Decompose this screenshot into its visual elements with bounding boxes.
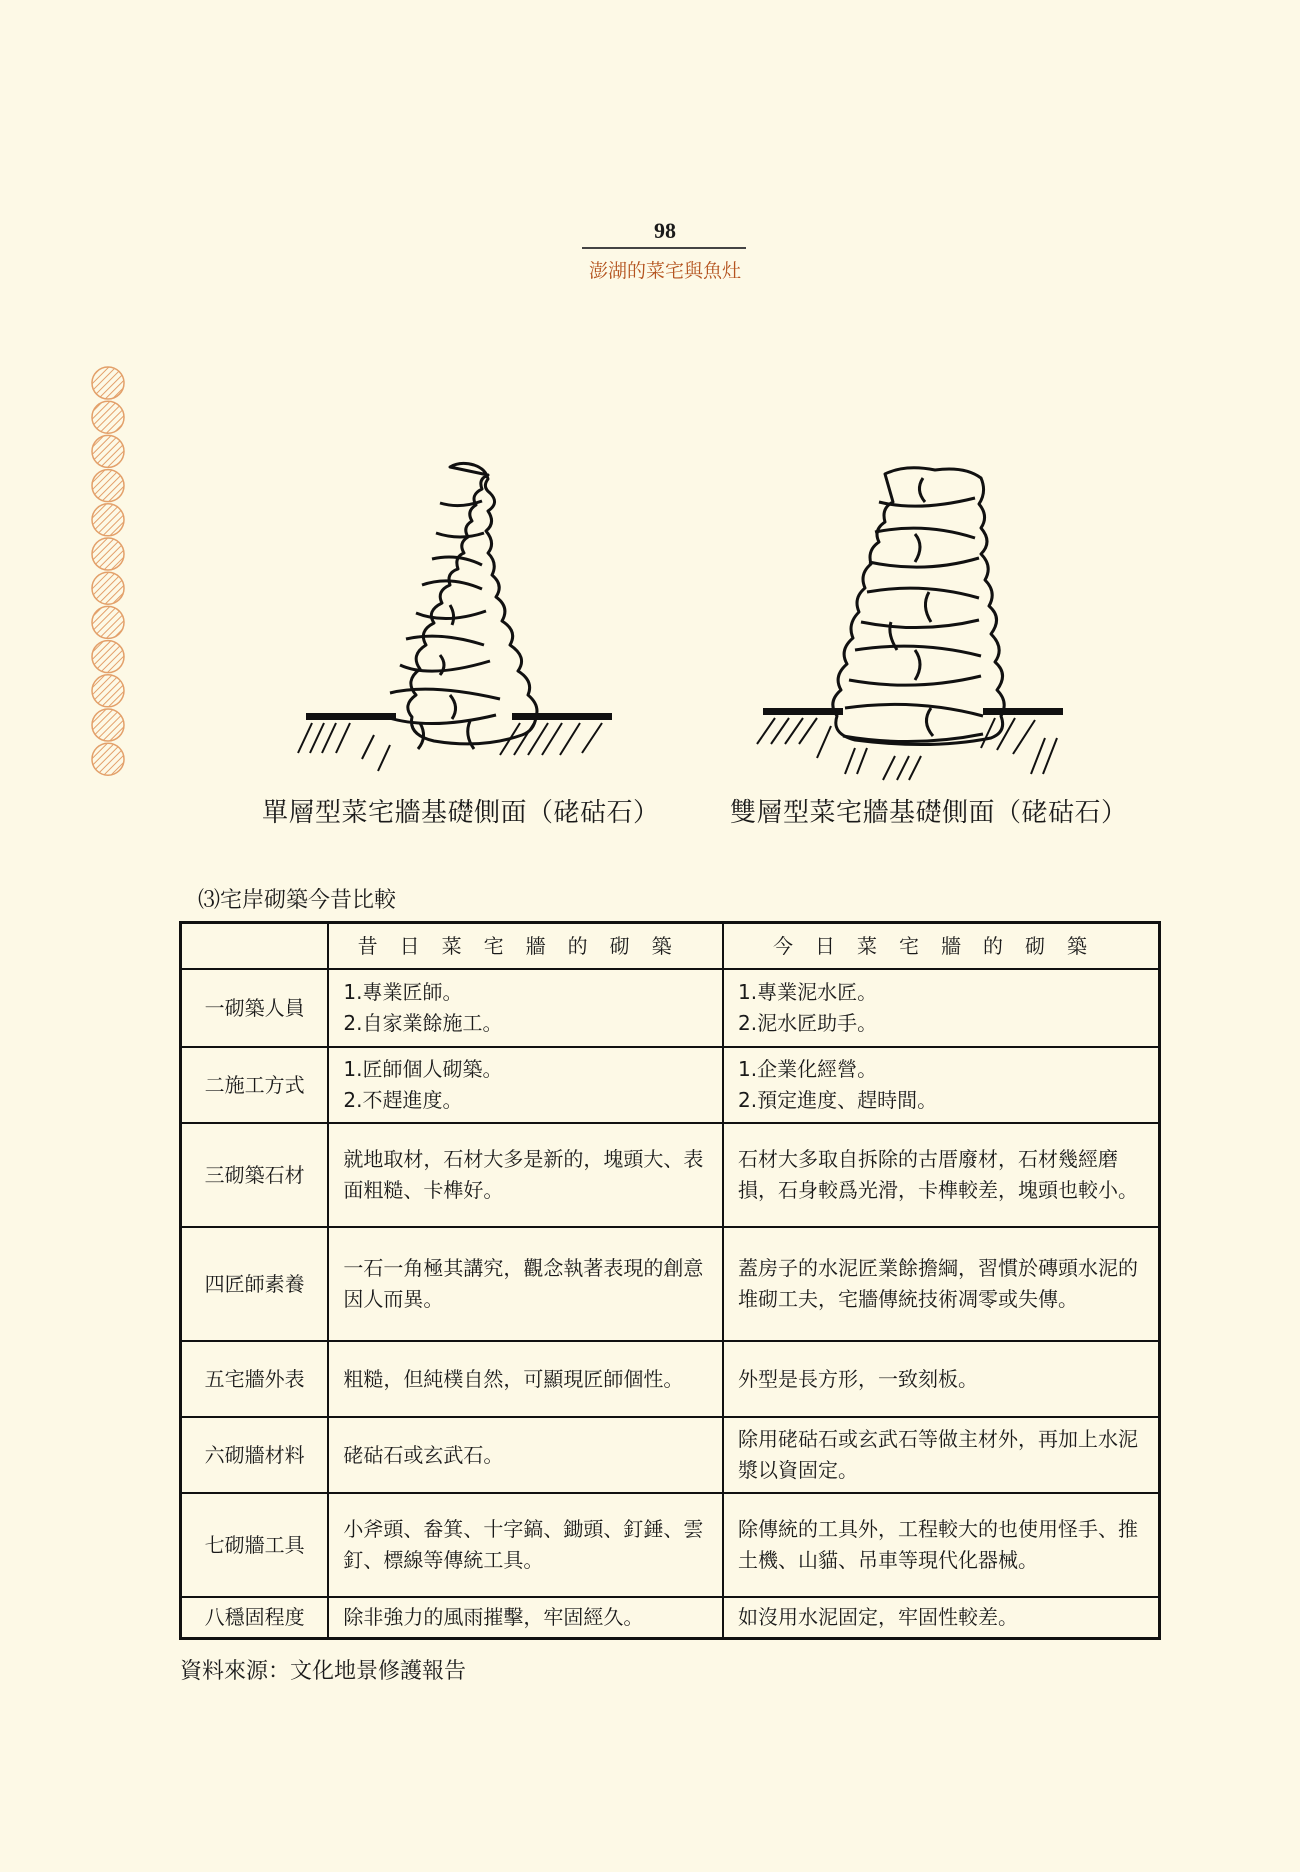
decoration-circle — [92, 709, 124, 741]
past-cell-text: 一石一角極其講究，觀念執著表現的創意因人而異。 — [343, 1256, 704, 1311]
row-label: 三砌築石材 — [181, 1123, 329, 1227]
past-cell-text: 1.專業匠師。 — [343, 980, 463, 1004]
present-cell-text: 2.預定進度、趕時間。 — [738, 1088, 938, 1112]
past-cell — [328, 1341, 723, 1417]
past-cell — [328, 1597, 723, 1639]
row-label: 七砌牆工具 — [181, 1493, 329, 1597]
past-cell — [328, 1123, 723, 1227]
present-cell-text: 除傳統的工具外，工程較大的也使用怪手、推土機、山貓、吊車等現代化器械。 — [738, 1517, 1138, 1572]
past-cell — [328, 1047, 723, 1123]
comparison-table — [179, 921, 1161, 1640]
decoration-circle — [92, 504, 124, 536]
past-cell — [328, 1227, 723, 1341]
section-title: ⑶宅岸砌築今昔比較 — [198, 888, 397, 913]
past-cell — [328, 969, 723, 1047]
table-row — [181, 1227, 1160, 1341]
past-cell-text: 1.匠師個人砌築。 — [343, 1057, 503, 1081]
page-number: 98 — [654, 218, 676, 243]
decoration-circle — [92, 743, 124, 775]
present-cell-text: 2.泥水匠助手。 — [738, 1011, 878, 1035]
row-label: 四匠師素養 — [181, 1227, 329, 1341]
decoration-circle — [92, 470, 124, 502]
present-cell — [723, 1417, 1160, 1493]
table-header-cell: 今日菜宅牆的砌築 — [723, 923, 1160, 970]
present-cell-text: 外型是長方形，一致刻板。 — [738, 1366, 978, 1391]
decoration-circle — [92, 367, 124, 399]
row-label: 五宅牆外表 — [181, 1341, 329, 1417]
present-cell — [723, 1227, 1160, 1341]
table-row — [181, 1341, 1160, 1417]
table-header-row — [181, 923, 1160, 970]
single-layer-wall-diagram — [290, 455, 630, 785]
decoration-circle — [92, 538, 124, 570]
table-row — [181, 1417, 1160, 1493]
double-layer-wall-diagram — [745, 458, 1085, 788]
past-cell-text: 2.不趕進度。 — [343, 1088, 463, 1112]
decoration-circle — [92, 401, 124, 433]
margin-decoration-circles — [88, 366, 128, 780]
present-cell-text: 除用硓𥑮石或玄武石等做主材外，再加上水泥漿以資固定。 — [738, 1427, 1138, 1482]
table-row — [181, 1597, 1160, 1639]
decoration-circle — [92, 675, 124, 707]
row-label: 二施工方式 — [181, 1047, 329, 1123]
past-cell-text: 硓𥑮石或玄武石。 — [343, 1442, 504, 1467]
decoration-circle — [92, 572, 124, 604]
left-figure-caption: 單層型菜宅牆基礎側面（硓𥑮石） — [262, 798, 660, 828]
decoration-circle — [92, 641, 124, 673]
past-cell — [328, 1493, 723, 1597]
past-cell-text: 小斧頭、畚箕、十字鎬、鋤頭、釘錘、雲釘、標線等傳統工具。 — [343, 1517, 704, 1572]
present-cell — [723, 969, 1160, 1047]
row-label: 六砌牆材料 — [181, 1417, 329, 1493]
decoration-circle — [92, 606, 124, 638]
table-row — [181, 969, 1160, 1047]
row-label: 一砌築人員 — [181, 969, 329, 1047]
present-cell-text: 如沒用水泥固定，牢固性較差。 — [738, 1605, 1018, 1629]
book-title: 澎湖的菜宅與魚灶 — [588, 260, 741, 282]
past-cell — [328, 1417, 723, 1493]
row-label: 八穩固程度 — [181, 1597, 329, 1639]
right-figure-caption: 雙層型菜宅牆基礎側面（硓𥑮石） — [730, 798, 1128, 828]
past-cell-text: 2.自家業餘施工。 — [343, 1011, 503, 1035]
past-cell-text: 粗糙，但純樸自然，可顯現匠師個性。 — [343, 1366, 684, 1391]
present-cell-text: 1.專業泥水匠。 — [738, 980, 878, 1004]
present-cell — [723, 1341, 1160, 1417]
present-cell-text: 蓋房子的水泥匠業餘擔綱，習慣於磚頭水泥的堆砌工夫，宅牆傳統技術凋零或失傳。 — [738, 1256, 1138, 1311]
table-row — [181, 1123, 1160, 1227]
present-cell-text: 1.企業化經營。 — [738, 1057, 878, 1081]
present-cell — [723, 1597, 1160, 1639]
present-cell-text: 石材大多取自拆除的古厝廢材，石材幾經磨損，石身較爲光滑，卡榫較差，塊頭也較小。 — [738, 1147, 1138, 1202]
present-cell — [723, 1047, 1160, 1123]
table-header-cell — [181, 923, 329, 970]
table-row — [181, 1493, 1160, 1597]
table-header-cell: 昔日菜宅牆的砌築 — [328, 923, 723, 970]
present-cell — [723, 1123, 1160, 1227]
source-note: 資料來源：文化地景修護報告 — [180, 1659, 467, 1684]
table-row — [181, 1047, 1160, 1123]
past-cell-text: 除非強力的風雨摧擊，牢固經久。 — [343, 1605, 644, 1629]
past-cell-text: 就地取材，石材大多是新的，塊頭大、表面粗糙、卡榫好。 — [343, 1147, 704, 1202]
header-rule — [582, 247, 746, 249]
present-cell — [723, 1493, 1160, 1597]
decoration-circle — [92, 435, 124, 467]
